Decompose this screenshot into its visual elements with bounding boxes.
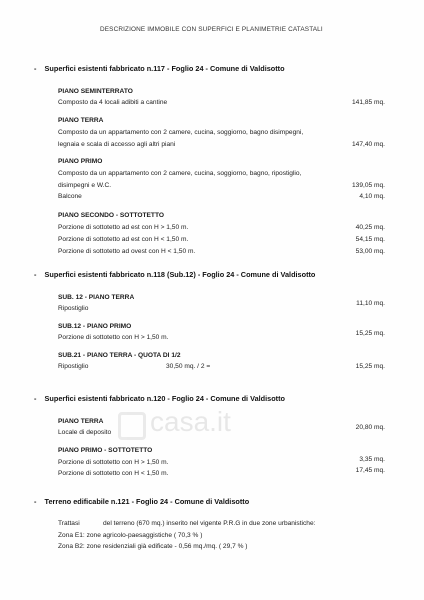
section-1-group-3-line-3-text: Balcone — [58, 193, 82, 200]
section-3-group-1-line-1-value: 20,80 mq. — [355, 424, 385, 431]
section-1-group-4-heading: PIANO SECONDO - SOTTOTETTO — [58, 212, 164, 219]
section-1-group-2-line-1-text: Composto da un appartamento con 2 camere, cucina, soggiorno, bagno disimpegni, — [58, 129, 304, 136]
section-1-group-3-line-2-text: disimpegni e W.C. — [58, 182, 112, 189]
section-1-group-1-line-1-value: 141,85 mq. — [352, 99, 385, 106]
section-1-group-3-line-1-text: Composto da un appartamento con 2 camere, cucina, soggiorno, bagno, ripostiglio, — [58, 170, 302, 177]
section-1-group-4-line-1-value: 40,25 mq. — [355, 224, 385, 231]
section-2-group-2-line-1-text: Porzione di sottotetto con H > 1,50 m. — [58, 334, 169, 341]
section-2-title: - Superfici esistenti fabbricato n.118 (Sub.12) - Foglio 24 - Comune di Valdisotto — [34, 270, 316, 279]
section-1-group-4-line-3-text: Porzione di sottotetto ad ovest con H < 1,50 m. — [58, 248, 196, 255]
house-logo-icon — [118, 412, 146, 440]
section-2-group-1-line-1-text: Ripostiglio — [58, 305, 89, 312]
section-4-line-2-text: Zona E1: zone agricolo-paesaggistiche ( 70,3 % ) — [58, 532, 203, 539]
section-4-line-3-text: Zona B2: zone residenziali già edificate - 0,56 mq./mq. ( 29,7 % ) — [58, 543, 248, 550]
section-1-title: - Superfici esistenti fabbricato n.117 - Foglio 24 - Comune di Valdisotto — [34, 64, 285, 73]
section-1-group-3-line-2-value: 139,05 mq. — [352, 182, 385, 189]
section-1-group-2-heading: PIANO TERRA — [58, 117, 104, 124]
watermark-text: casa.it — [150, 406, 231, 437]
section-3-title: - Superfici esistenti fabbricato n.120 - Foglio 24 - Comune di Valdisotto — [34, 394, 285, 403]
section-1-group-4-line-2-text: Porzione di sottotetto ad est con H < 1,50 m. — [58, 236, 189, 243]
section-2-group-3-line-1-calc: 30,50 mq. / 2 = — [166, 363, 211, 370]
section-1-group-1-line-1-text: Composto da 4 locali adibiti a cantine — [58, 99, 168, 106]
casa-it-watermark — [118, 404, 308, 450]
section-1-group-4-line-1-text: Porzione di sottotetto ad est con H > 1,50 m. — [58, 224, 189, 231]
section-2-group-1-heading: SUB. 12 - PIANO TERRA — [58, 294, 135, 301]
section-2-group-3-line-1-text: Ripostiglio — [58, 363, 89, 370]
section-2-group-2-line-1-value: 15,25 mq. — [355, 330, 385, 337]
section-3-group-2-line-1-text: Porzione di sottotetto con H > 1,50 m. — [58, 459, 169, 466]
section-1-group-4-line-3-value: 53,00 mq. — [355, 248, 385, 255]
section-4-line-1-continuation: del terreno (670 mq.) inserito nel vigente P.R.G in due zone urbanistiche: — [103, 520, 316, 527]
section-1-group-3-heading: PIANO PRIMO — [58, 158, 103, 165]
section-2-group-3-heading: SUB.21 - PIANO TERRA - QUOTA DI 1/2 — [58, 352, 181, 359]
section-1-group-2-line-2-value: 147,40 mq. — [352, 141, 385, 148]
section-3-group-1-heading: PIANO TERRA — [58, 418, 104, 425]
section-1-group-1-heading: PIANO SEMINTERRATO — [58, 88, 133, 95]
section-2-group-2-heading: SUB.12 - PIANO PRIMO — [58, 323, 132, 330]
section-2-group-1-line-1-value: 11,10 mq. — [356, 300, 385, 307]
section-3-group-2-line-2-text: Porzione di sottotetto con H < 1,50 m. — [58, 470, 169, 477]
section-1-group-2-line-2-text: legnaia e scala di accesso agli altri piani — [58, 141, 176, 148]
section-4-title: - Terreno edificabile n.121 - Foglio 24 - Comune di Valdisotto — [34, 497, 250, 506]
section-3-group-2-line-1-value: 3,35 mq. — [359, 456, 385, 463]
section-2-group-3-line-1-value: 15,25 mq. — [355, 363, 385, 370]
page-header-title: DESCRIZIONE IMMOBILE CON SUPERFICI E PLANIMETRIE CATASTALI — [100, 26, 323, 33]
section-3-group-1-line-1-text: Locale di deposito — [58, 429, 112, 436]
section-4-line-1-text: Trattasi — [58, 520, 80, 527]
section-1-group-3-line-3-value: 4,10 mq. — [359, 193, 385, 200]
section-3-group-2-line-2-value: 17,45 mq. — [355, 467, 385, 474]
section-1-group-4-line-2-value: 54,15 mq. — [355, 236, 385, 243]
section-3-group-2-heading: PIANO PRIMO - SOTTOTETTO — [58, 447, 153, 454]
